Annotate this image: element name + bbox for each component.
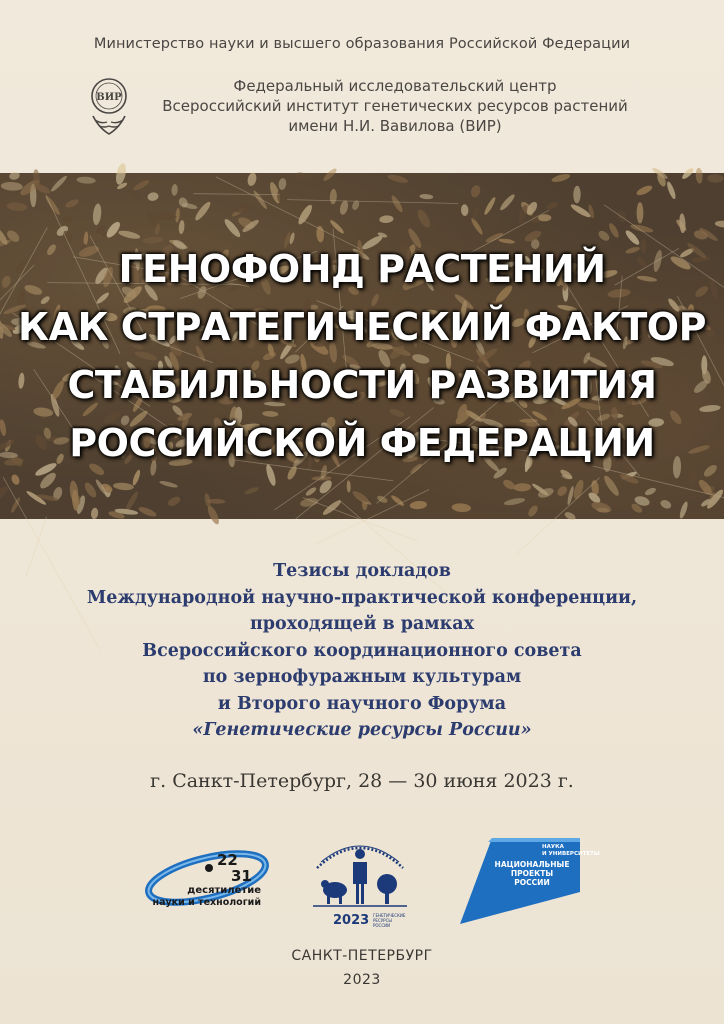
decade-line2: науки и технологий — [152, 897, 261, 908]
decade-line1: десятилетие — [187, 885, 261, 896]
institute-line: Всероссийский институт генетических ресурсов растений — [162, 97, 628, 115]
vir-logo-icon — [85, 76, 133, 140]
title-line: КАК СТРАТЕГИЧЕСКИЙ ФАКТОР — [18, 305, 706, 349]
np-main-line: ПРОЕКТЫ — [510, 869, 554, 878]
description-line: и Второго научного Форума — [217, 693, 507, 714]
forum-year: 2023 — [333, 913, 370, 928]
forum-caption-line: РОССИИ — [373, 923, 391, 928]
title-line: РОССИЙСКОЙ ФЕДЕРАЦИИ — [69, 421, 655, 465]
publication-year: 2023 — [343, 972, 381, 988]
publication-city: САНКТ-ПЕТЕРБУРГ — [291, 948, 433, 964]
vir-logo-text: ВИР — [96, 92, 122, 103]
forum-logo-icon — [305, 832, 415, 934]
description-line: Международной научно-практической конференции, — [86, 587, 638, 608]
conference-description — [0, 558, 724, 744]
description-line: проходящей в рамках — [250, 614, 474, 634]
decade-num-bottom: 31 — [231, 867, 252, 885]
national-projects-logo-icon — [456, 834, 600, 926]
decade-num-top: 22 — [217, 851, 238, 869]
np-main-line: РОССИИ — [514, 878, 550, 887]
title-line: ГЕНОФОНД РАСТЕНИЙ — [118, 247, 606, 291]
forum-caption-line: ГЕНЕТИЧЕСКИЕ — [373, 913, 406, 918]
np-top1: НАУКА — [542, 844, 564, 850]
description-line: Всероссийского координационного совета — [142, 640, 582, 661]
institute-line: Федеральный исследовательский центр — [233, 77, 557, 95]
institute-line: имени Н.И. Вавилова (ВИР) — [288, 117, 502, 135]
ministry-name: Министерство науки и высшего образования Российской Федерации — [93, 36, 631, 52]
description-line: Тезисы докладов — [273, 561, 451, 581]
place-and-date: г. Санкт-Петербург, 28 — 30 июня 2023 г. — [150, 770, 574, 792]
decade-of-science-logo-icon — [143, 838, 271, 918]
np-top2: И УНИВЕРСИТЕТЫ — [542, 851, 600, 857]
np-main-line: НАЦИОНАЛЬНЫЕ — [494, 860, 570, 869]
description-line: по зернофуражным культурам — [202, 667, 522, 687]
institute-name — [150, 76, 640, 136]
forum-caption-line: РЕСУРСЫ — [373, 918, 392, 923]
title-line: СТАБИЛЬНОСТИ РАЗВИТИЯ — [67, 363, 657, 407]
forum-name: «Генетические ресурсы России» — [192, 720, 532, 740]
main-title — [0, 240, 724, 472]
